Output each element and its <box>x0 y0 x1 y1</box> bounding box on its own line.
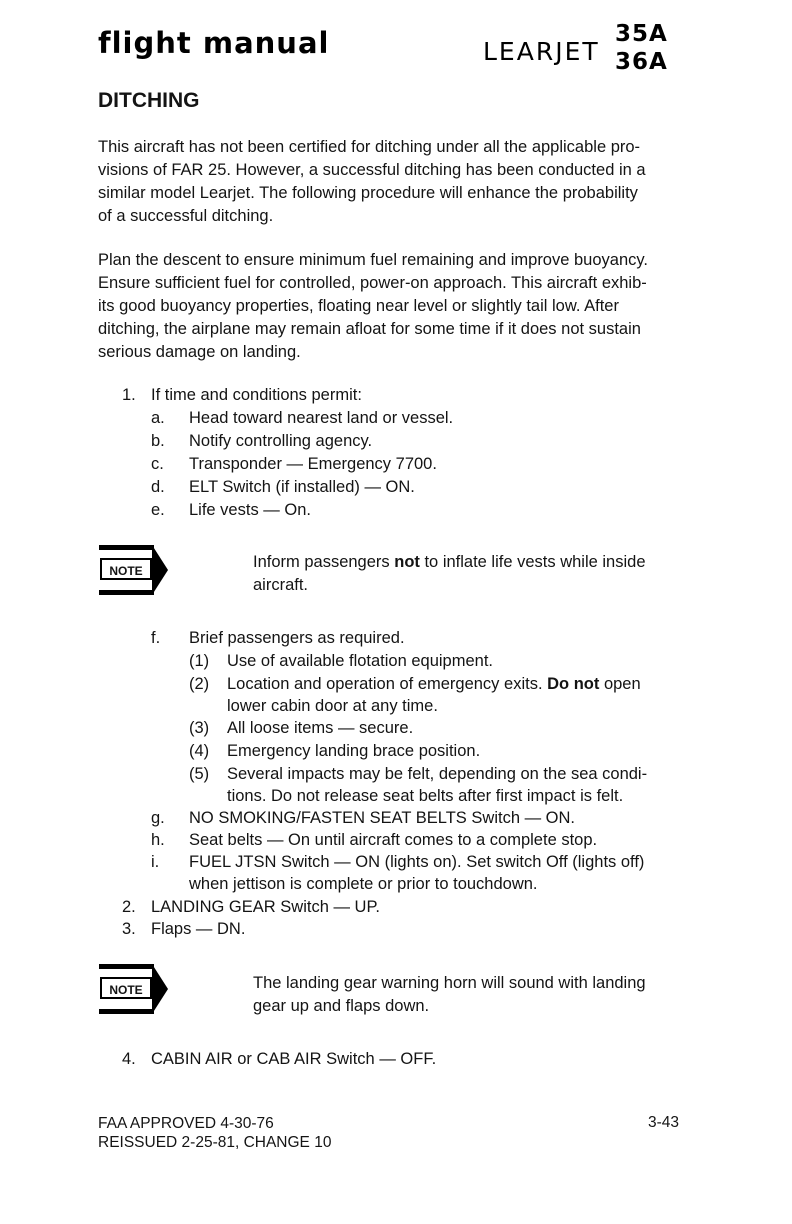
sub-e-text: Life vests — On. <box>189 501 311 519</box>
note-icon <box>99 545 163 595</box>
note-2-text <box>253 972 693 1018</box>
f-item-5-label: (5) <box>189 765 210 783</box>
f-item-2-text-before: Location and operation of emergency exits. <box>227 675 548 693</box>
f-item-2-label: (2) <box>189 675 210 693</box>
sub-h-text: Seat belts — On until aircraft comes to a complete stop. <box>189 831 598 849</box>
sub-i-text: FUEL JTSN Switch — ON (lights on). Set switch Off (lights off) <box>189 853 645 871</box>
note-icon <box>99 964 163 1014</box>
manual-title: flight manual <box>98 26 330 60</box>
f-item-5-text: Several impacts may be felt, depending on the sea condi- <box>227 765 648 783</box>
f-item-2-text-after: open <box>599 675 641 693</box>
sub-d-label: d. <box>151 478 165 496</box>
f-item-2-text <box>227 673 641 695</box>
sub-g-label: g. <box>151 809 165 827</box>
footer-approval <box>98 1114 331 1152</box>
f-item-4-label: (4) <box>189 742 210 760</box>
sub-i-line-2: when jettison is complete or prior to touchdown. <box>189 875 538 893</box>
sub-f-label: f. <box>151 629 161 647</box>
paragraph-line: of a successful ditching. <box>98 207 274 225</box>
f-item-3-text: All loose items — secure. <box>227 719 414 737</box>
paragraph-line: ditching, the airplane may remain afloat for some time if it does not sustain <box>98 320 641 338</box>
step-2-number: 2. <box>122 898 136 916</box>
page-number: 3-43 <box>648 1114 680 1131</box>
paragraph-line: Plan the descent to ensure minimum fuel remaining and improve buoyancy. <box>98 251 648 269</box>
paragraph-line: Ensure sufficient fuel for controlled, power-on approach. This aircraft exhib- <box>98 274 647 292</box>
sub-a-text: Head toward nearest land or vessel. <box>189 409 454 427</box>
sub-e-label: e. <box>151 501 165 519</box>
paragraph-line: visions of FAR 25. However, a successful ditching has been conducted in a <box>98 161 646 179</box>
note-1-line-2: aircraft. <box>253 576 309 594</box>
note-1-text <box>253 551 693 597</box>
note-2-line-1: The landing gear warning horn will sound with landing <box>253 974 646 992</box>
f-item-1-text: Use of available flotation equipment. <box>227 652 493 670</box>
step-4-text: CABIN AIR or CAB AIR Switch — OFF. <box>151 1050 437 1068</box>
f-item-1-label: (1) <box>189 652 210 670</box>
paragraph-line: similar model Learjet. The following procedure will enhance the probability <box>98 184 638 202</box>
sub-g-text: NO SMOKING/FASTEN SEAT BELTS Switch — ON. <box>189 809 575 827</box>
descent-paragraph <box>98 249 698 364</box>
logo-model-36a: 36A <box>615 49 668 75</box>
logo-model-35a: 35A <box>615 21 668 47</box>
note-1-text-bold: not <box>394 553 420 571</box>
sub-b-text: Notify controlling agency. <box>189 432 373 450</box>
step-4-number: 4. <box>122 1050 136 1068</box>
f-item-3-label: (3) <box>189 719 210 737</box>
note-bar-top <box>99 545 154 550</box>
sub-c-label: c. <box>151 455 164 473</box>
section-title: DITCHING <box>98 89 200 112</box>
note-1-text-after: to inflate life vests while inside <box>419 553 646 571</box>
f-item-4-text: Emergency landing brace position. <box>227 742 481 760</box>
note-arrow-icon <box>152 964 168 1014</box>
note-label: NOTE <box>100 558 152 580</box>
note-1-text-before: Inform passengers <box>253 553 395 571</box>
step-1-number: 1. <box>122 386 136 404</box>
step-2-text: LANDING GEAR Switch — UP. <box>151 898 380 916</box>
note-label: NOTE <box>100 977 152 999</box>
logo-word: LEARJET <box>483 37 600 66</box>
paragraph-line: serious damage on landing. <box>98 343 301 361</box>
intro-paragraph <box>98 136 698 228</box>
step-3-number: 3. <box>122 920 136 938</box>
note-bar-bottom <box>99 1009 154 1014</box>
f-item-5-line-2: tions. Do not release seat belts after first impact is felt. <box>227 787 624 805</box>
note-arrow-icon <box>152 545 168 595</box>
sub-h-label: h. <box>151 831 165 849</box>
paragraph-line: This aircraft has not been certified for ditching under all the applicable pro- <box>98 138 641 156</box>
f-item-2-text-bold: Do not <box>547 675 600 693</box>
step-3-text: Flaps — DN. <box>151 920 246 938</box>
note-bar-top <box>99 964 154 969</box>
sub-f-text: Brief passengers as required. <box>189 629 405 647</box>
footer-line-2: REISSUED 2-25-81, CHANGE 10 <box>98 1134 332 1151</box>
sub-i-label: i. <box>151 853 160 871</box>
f-item-2-line-2: lower cabin door at any time. <box>227 697 438 715</box>
footer-line-1: FAA APPROVED 4-30-76 <box>98 1115 274 1132</box>
learjet-logo <box>483 20 703 78</box>
sub-b-label: b. <box>151 432 165 450</box>
sub-d-text: ELT Switch (if installed) — ON. <box>189 478 415 496</box>
paragraph-line: its good buoyancy properties, floating near level or slightly tail low. After <box>98 297 619 315</box>
sub-a-label: a. <box>151 409 165 427</box>
note-1-line-1 <box>253 551 693 574</box>
note-bar-bottom <box>99 590 154 595</box>
logo-models <box>615 20 697 76</box>
step-1-text: If time and conditions permit: <box>151 386 362 404</box>
note-2-line-2: gear up and flaps down. <box>253 997 430 1015</box>
sub-c-text: Transponder — Emergency 7700. <box>189 455 437 473</box>
